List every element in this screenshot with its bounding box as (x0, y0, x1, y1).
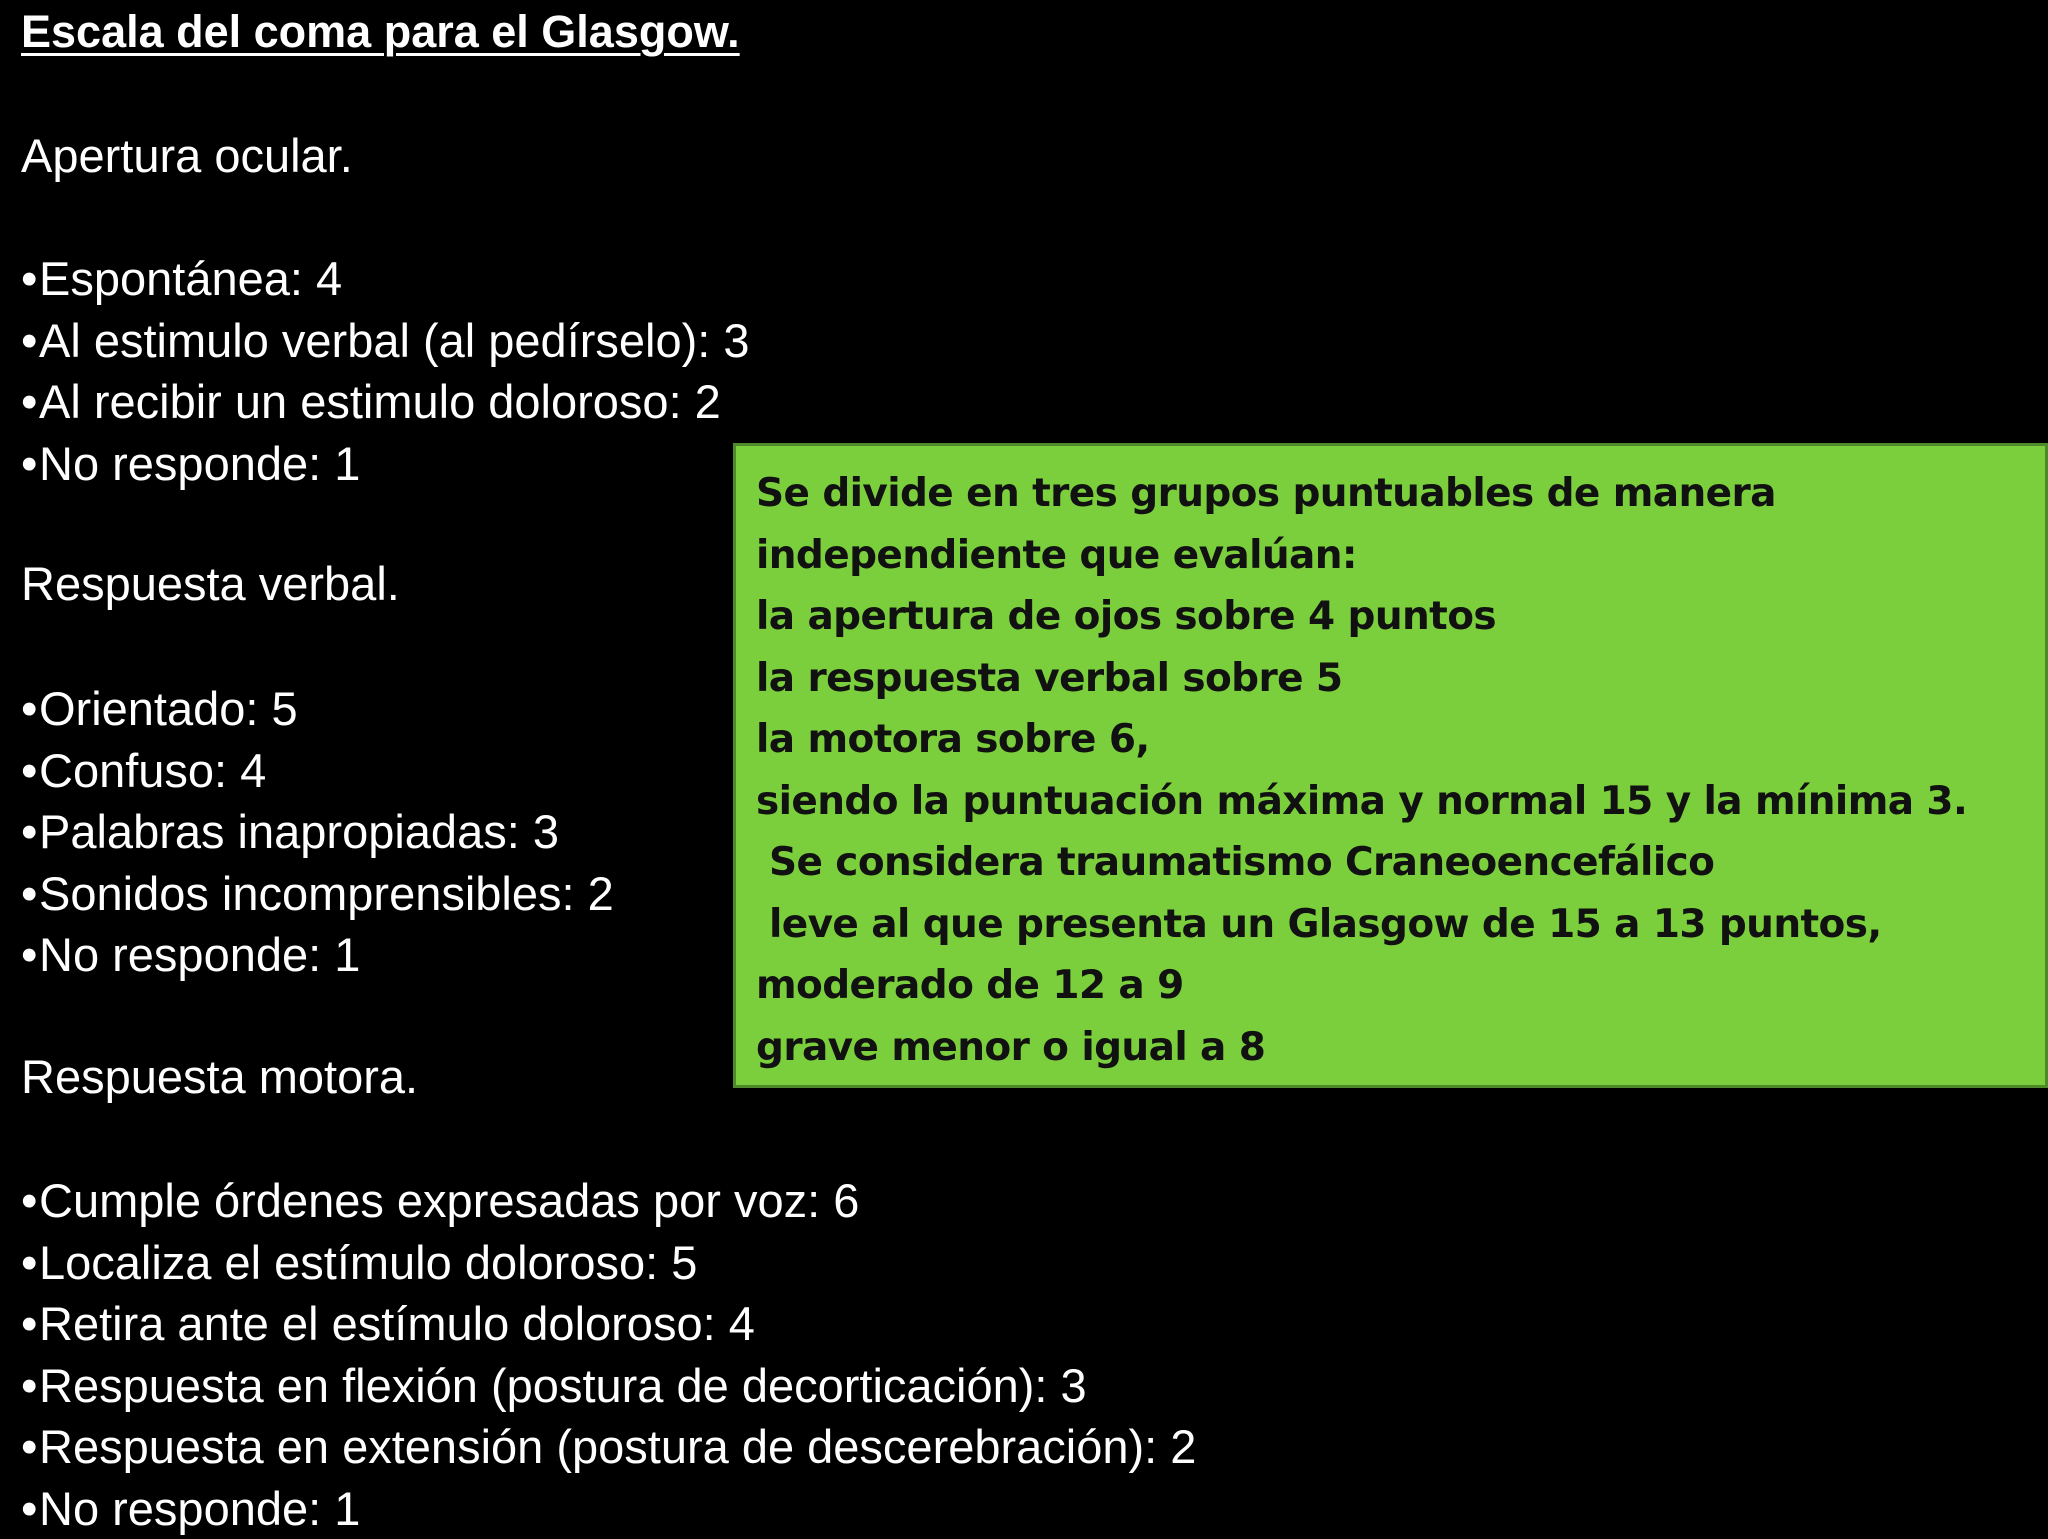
bullet-icon: • (21, 1293, 39, 1355)
bullet-icon: • (21, 1478, 39, 1539)
list-item-text: No responde: 1 (39, 433, 360, 495)
list-item (21, 801, 614, 863)
note-line: la apertura de ojos sobre 4 puntos (756, 586, 2045, 648)
list-item-text: No responde: 1 (39, 1478, 360, 1539)
eye-opening-heading: Apertura ocular. (21, 128, 353, 184)
list-item-text: No responde: 1 (39, 924, 360, 986)
list-item (21, 1416, 1196, 1478)
list-item (21, 1355, 1196, 1417)
note-line: Se divide en tres grupos puntuables de manera (756, 463, 2045, 525)
verbal-response-heading: Respuesta verbal. (21, 556, 400, 612)
list-item (21, 1293, 1196, 1355)
list-item-text: Cumple órdenes expresadas por voz: 6 (39, 1170, 859, 1232)
note-line: leve al que presenta un Glasgow de 15 a 13 puntos, (756, 894, 2045, 956)
bullet-icon: • (21, 678, 39, 740)
bullet-icon: • (21, 310, 39, 372)
note-line: moderado de 12 a 9 (756, 955, 2045, 1017)
list-item-text: Palabras inapropiadas: 3 (39, 801, 559, 863)
bullet-icon: • (21, 248, 39, 310)
bullet-icon: • (21, 371, 39, 433)
bullet-icon: • (21, 1170, 39, 1232)
verbal-response-list (21, 678, 614, 986)
bullet-icon: • (21, 801, 39, 863)
list-item-text: Espontánea: 4 (39, 248, 342, 310)
list-item-text: Al estimulo verbal (al pedírselo): 3 (39, 310, 750, 372)
list-item (21, 248, 750, 310)
note-line: Se considera traumatismo Craneoencefálico (756, 832, 2045, 894)
note-line: independiente que evalúan: (756, 525, 2045, 587)
motor-response-list (21, 1170, 1196, 1539)
bullet-icon: • (21, 1355, 39, 1417)
note-line: siendo la puntuación máxima y normal 15 y la mínima 3. (756, 771, 2045, 833)
list-item (21, 1478, 1196, 1539)
list-item-text: Retira ante el estímulo doloroso: 4 (39, 1293, 755, 1355)
note-line: la motora sobre 6, (756, 709, 2045, 771)
list-item-text: Respuesta en extensión (postura de descerebración): 2 (39, 1416, 1196, 1478)
list-item (21, 371, 750, 433)
summary-note-box (733, 443, 2048, 1088)
list-item (21, 863, 614, 925)
list-item (21, 433, 750, 495)
bullet-icon: • (21, 924, 39, 986)
note-line: grave menor o igual a 8 (756, 1017, 2045, 1079)
list-item (21, 310, 750, 372)
list-item (21, 924, 614, 986)
list-item-text: Respuesta en flexión (postura de decorticación): 3 (39, 1355, 1087, 1417)
note-line: la respuesta verbal sobre 5 (756, 648, 2045, 710)
list-item-text: Localiza el estímulo doloroso: 5 (39, 1232, 697, 1294)
bullet-icon: • (21, 433, 39, 495)
list-item (21, 678, 614, 740)
list-item-text: Confuso: 4 (39, 740, 266, 802)
motor-response-heading: Respuesta motora. (21, 1049, 418, 1105)
list-item-text: Al recibir un estimulo doloroso: 2 (39, 371, 721, 433)
list-item (21, 1232, 1196, 1294)
list-item-text: Orientado: 5 (39, 678, 298, 740)
list-item (21, 740, 614, 802)
eye-opening-list (21, 248, 750, 494)
bullet-icon: • (21, 740, 39, 802)
list-item (21, 1170, 1196, 1232)
bullet-icon: • (21, 1232, 39, 1294)
bullet-icon: • (21, 863, 39, 925)
list-item-text: Sonidos incomprensibles: 2 (39, 863, 614, 925)
bullet-icon: • (21, 1416, 39, 1478)
page-title: Escala del coma para el Glasgow. (21, 6, 740, 58)
